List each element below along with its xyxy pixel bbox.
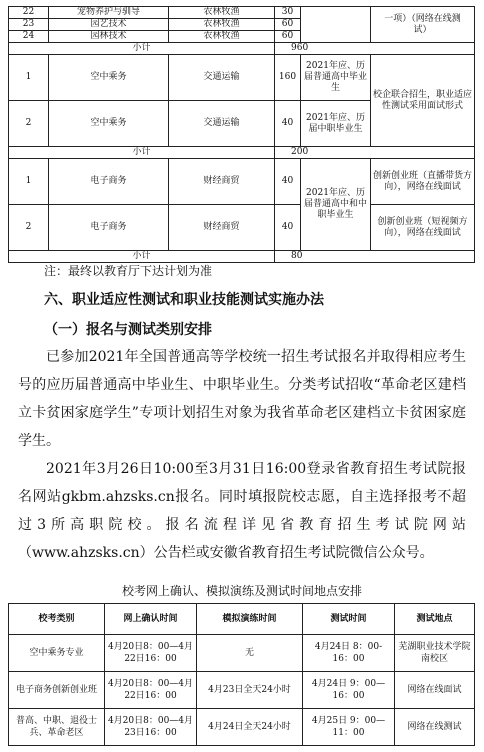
major-name: 电子商务: [49, 205, 169, 251]
test-location: 网络在线测试: [395, 709, 475, 746]
major-name: 园艺技术: [49, 19, 169, 31]
exam-category: 空中乘务专业: [9, 635, 105, 672]
major-name: 空中乘务: [49, 101, 169, 147]
major-category: 交通运输: [169, 55, 275, 101]
table-row: [9, 709, 475, 746]
major-category: 农林牧渔: [169, 7, 275, 19]
subtotal-label: 小计: [9, 147, 275, 159]
subtotal-row: [9, 147, 475, 159]
subtotal-value: 960: [275, 43, 475, 55]
table-row: [9, 55, 475, 101]
column-header: 模拟演练时间: [197, 604, 303, 635]
major-name: 宠物养护与驯导: [49, 7, 169, 19]
exam-category: 普高、中职、退役士兵、革命老区: [9, 709, 105, 746]
column-header: 测试地点: [395, 604, 475, 635]
major-category: 农林牧渔: [169, 31, 275, 43]
table-row: [9, 159, 475, 205]
subtotal-value: 200: [275, 147, 475, 159]
enrollment-target: [301, 7, 371, 43]
confirm-time: 4月20日8：00—4月22日16：00: [105, 672, 197, 709]
table-row: [9, 205, 475, 251]
rehearsal-time: 4月24日全天24小时: [197, 709, 303, 746]
row-number: 23: [9, 19, 49, 31]
table-row: [9, 7, 475, 19]
test-location: 芜湖职业技术学院南校区: [395, 635, 475, 672]
plan-count: 160: [275, 55, 301, 101]
major-category: 财经商贸: [169, 159, 275, 205]
column-header: 校考类别: [9, 604, 105, 635]
test-location: 网络在线面试: [395, 672, 475, 709]
enrollment-target: 2021年应、历届中职毕业生: [301, 101, 371, 147]
test-method: 创新创业班（直播带货方向），网络在线面试: [371, 159, 475, 205]
subsection-heading: （一）报名与测试类别安排: [44, 322, 212, 338]
subtotal-label: 小计: [9, 43, 275, 55]
test-method: 创新创业班（短视频方向），网络在线面试: [371, 205, 475, 251]
confirm-time: 4月20日8：00—4月23日16：00: [105, 709, 197, 746]
plan-count: 60: [275, 31, 301, 43]
major-category: 财经商贸: [169, 205, 275, 251]
plan-count: 30: [275, 7, 301, 19]
test-time: 4月24日 9：00—16：00: [303, 672, 395, 709]
enrollment-target: 2021年应、历届普通高中毕业生: [301, 55, 371, 101]
plan-count: 40: [275, 159, 301, 205]
row-number: 2: [9, 101, 49, 147]
table-header-row: [9, 604, 475, 635]
table-row: [9, 672, 475, 709]
column-header: 网上确认时间: [105, 604, 197, 635]
row-number: 22: [9, 7, 49, 19]
row-number: 2: [9, 205, 49, 251]
schedule-table: [8, 603, 475, 746]
body-paragraph: 2021年3月26日10:00至3月31日16:00登录省教育招生考试院报名网站gkbm.ahzsks.cn报名。同时填报院校志愿，自主选择报考不超过3所高职院校。报名流程详见省教育招生考试院网站（www.ahzsks.cn）公告栏或安徽省教育招生考试院微信公众号。: [18, 461, 466, 561]
rehearsal-time: 无: [197, 635, 303, 672]
major-category: 交通运输: [169, 101, 275, 147]
exam-category: 电子商务创新创业班: [9, 672, 105, 709]
subtotal-value: 80: [275, 251, 475, 263]
plan-count: 60: [275, 19, 301, 31]
plan-count: 40: [275, 101, 301, 147]
table-footnote: 注：最终以教育厅下达计划为准: [44, 264, 213, 278]
subtotal-label: 小计: [9, 251, 275, 263]
plan-count: 40: [275, 205, 301, 251]
test-method: 一项）（网络在线测试）: [371, 7, 475, 43]
section-heading: 六、职业适应性测试和职业技能测试实施办法: [44, 292, 324, 308]
row-number: 1: [9, 55, 49, 101]
confirm-time: 4月20日8：00—4月22日16：00: [105, 635, 197, 672]
body-paragraph: 已参加2021年全国普通高等学校统一招生考试报名并取得相应考生号的应历届普通高中毕业生、中职毕业生。分类考试招收“革命老区建档立卡贫困家庭学生”专项计划招生对象为我省革命老区建档立卡贫困家庭学生。: [18, 349, 466, 449]
row-number: 1: [9, 159, 49, 205]
test-time: 4月24日 8：00-16：00: [303, 635, 395, 672]
major-category: 农林牧渔: [169, 19, 275, 31]
enrollment-plan-table: [8, 6, 475, 263]
major-name: 电子商务: [49, 159, 169, 205]
major-name: 空中乘务: [49, 55, 169, 101]
rehearsal-time: 4月23日全天24小时: [197, 672, 303, 709]
subtotal-row: [9, 251, 475, 263]
table-row: [9, 635, 475, 672]
enrollment-target: 2021年应、历届普通高中和中职毕业生: [301, 159, 371, 251]
test-time: 4月25日 9：00—11：00: [303, 709, 395, 746]
subtotal-row: [9, 43, 475, 55]
row-number: 24: [9, 31, 49, 43]
major-name: 园林技术: [49, 31, 169, 43]
table-caption: 校考网上确认、模拟演练及测试时间地点安排: [121, 584, 362, 598]
test-method: 校企联合招生，职业适应性测试采用面试形式: [371, 55, 475, 147]
column-header: 测试时间: [303, 604, 395, 635]
